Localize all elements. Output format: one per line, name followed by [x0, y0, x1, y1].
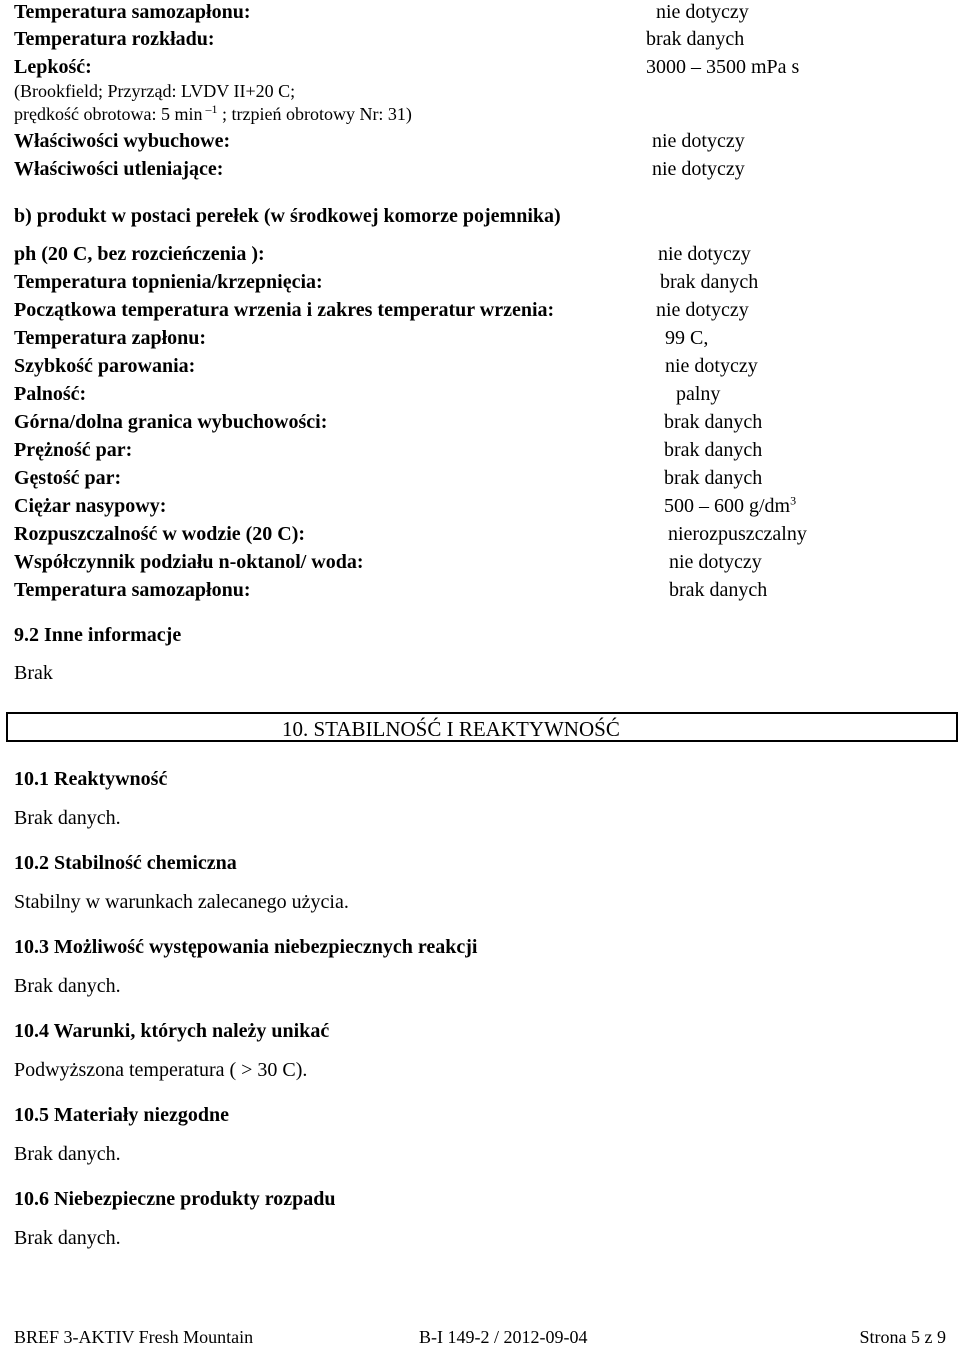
row-label: Właściwości utleniające: [14, 158, 224, 180]
row-label: Początkowa temperatura wrzenia i zakres temperatur wrzenia: [14, 299, 555, 321]
row-label: Temperatura zapłonu: [14, 327, 207, 349]
row-value: nie dotyczy [652, 158, 745, 180]
row-label: ph (20 C, bez rozcieńczenia ): [14, 243, 265, 265]
row-value: 99 C, [665, 327, 709, 349]
bulk-density-value: 500 – 600 g/dm [664, 495, 791, 517]
row-label: Temperatura samozapłonu: [14, 579, 251, 601]
footer-product: BREF 3-AKTIV Fresh Mountain [14, 1327, 254, 1347]
row-label: Gęstość par: [14, 467, 122, 489]
viscosity-note-text: prędkość obrotowa: 5 min [14, 104, 203, 124]
row-label: Współczynnik podziału n-oktanol/ woda: [14, 551, 364, 573]
subsection-heading: 10.3 Możliwość występowania niebezpiecznych reakcji [14, 936, 478, 958]
subsection-heading: 10.6 Niebezpieczne produkty rozpadu [14, 1188, 336, 1210]
row-value: nie dotyczy [656, 1, 749, 23]
row-label: Temperatura rozkładu: [14, 28, 215, 50]
footer-page-number: Strona 5 z 9 [859, 1327, 946, 1347]
row-label: Właściwości wybuchowe: [14, 130, 231, 152]
row-value: brak danych [646, 28, 745, 50]
subsection-text: Stabilny w warunkach zalecanego użycia. [14, 891, 349, 913]
bulk-density-exponent: 3 [790, 493, 797, 508]
subsection-heading: 10.2 Stabilność chemiczna [14, 852, 237, 874]
subsection-heading: 10.4 Warunki, których należy unikać [14, 1020, 330, 1042]
row-label: Szybkość parowania: [14, 355, 196, 377]
row-label: Lepkość: [14, 56, 92, 78]
subsection-heading: 9.2 Inne informacje [14, 624, 182, 646]
row-value: brak danych [664, 439, 763, 461]
row-label: Temperatura samozapłonu: [14, 1, 251, 23]
row-value: brak danych [664, 411, 763, 433]
row-label: Palność: [14, 383, 87, 405]
subsection-text: Podwyższona temperatura ( > 30 C). [14, 1059, 308, 1081]
row-label: Rozpuszczalność w wodzie (20 C): [14, 523, 306, 545]
viscosity-note-text: ; trzpień obrotowy Nr: 31) [217, 104, 412, 124]
subsection-text: Brak danych. [14, 1143, 121, 1165]
row-value: brak danych [669, 579, 768, 601]
row-value [664, 494, 796, 518]
row-label: Prężność par: [14, 439, 133, 461]
section-title: 10. STABILNOŚĆ I REAKTYWNOŚĆ [282, 717, 620, 741]
row-value: nierozpuszczalny [668, 523, 807, 545]
row-label: Temperatura topnienia/krzepnięcia: [14, 271, 323, 293]
viscosity-note: (Brookfield; Przyrząd: LVDV II+20 C; [14, 81, 296, 101]
subsection-text: Brak danych. [14, 807, 121, 829]
subsection-text: Brak danych. [14, 1227, 121, 1249]
row-value: 3000 – 3500 mPa s [646, 56, 800, 78]
subsection-text: Brak [14, 662, 53, 684]
viscosity-note [14, 103, 412, 125]
viscosity-note-exponent: –1 [202, 102, 218, 116]
row-value: nie dotyczy [652, 130, 745, 152]
subsection-heading: 10.5 Materiały niezgodne [14, 1104, 229, 1126]
row-value: brak danych [664, 467, 763, 489]
subsection-heading: 10.1 Reaktywność [14, 768, 168, 790]
section-heading: b) produkt w postaci perełek (w środkowej komorze pojemnika) [14, 205, 561, 227]
footer-code: B-I 149-2 / 2012-09-04 [419, 1327, 588, 1347]
row-label: Górna/dolna granica wybuchowości: [14, 411, 328, 433]
row-value: nie dotyczy [658, 243, 751, 265]
row-value: nie dotyczy [656, 299, 749, 321]
row-label: Ciężar nasypowy: [14, 495, 167, 517]
row-value: brak danych [660, 271, 759, 293]
subsection-text: Brak danych. [14, 975, 121, 997]
row-value: nie dotyczy [669, 551, 762, 573]
row-value: palny [676, 383, 721, 405]
row-value: nie dotyczy [665, 355, 758, 377]
